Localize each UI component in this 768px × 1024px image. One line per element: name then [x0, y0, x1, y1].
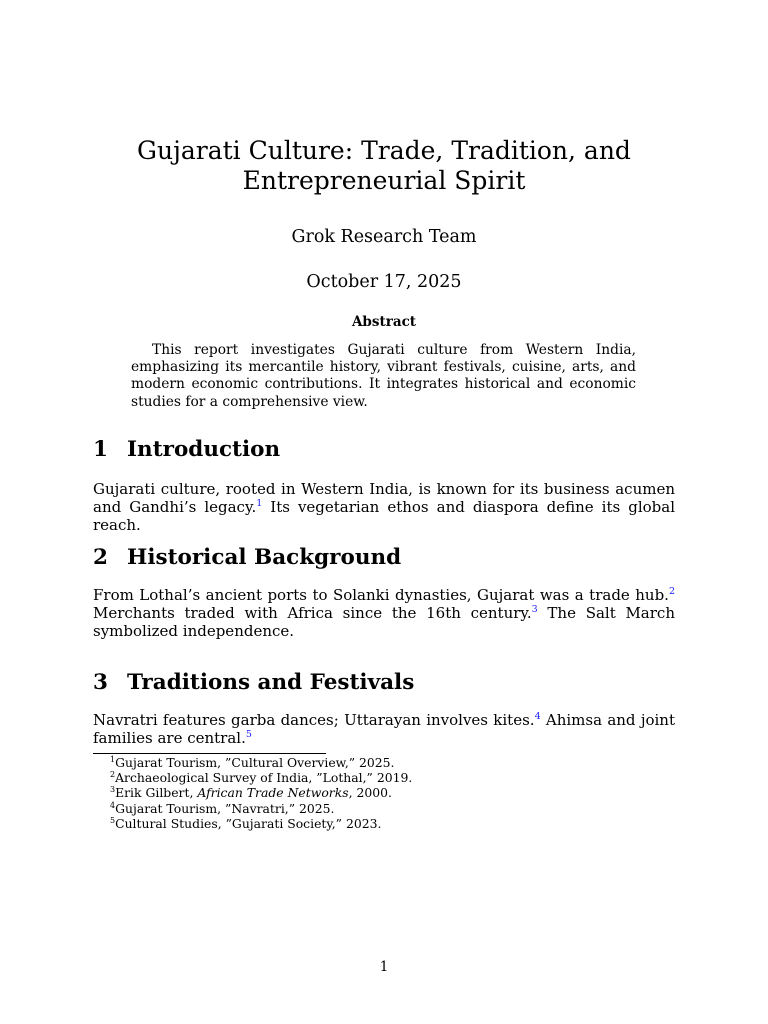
page-number: 1 [379, 959, 389, 975]
footnote-marker[interactable]: 1 [256, 497, 263, 509]
footnote-item [110, 816, 670, 831]
footnote-text: Archaeological Survey of India, ”Lothal,” 2019. [115, 770, 413, 786]
abstract-text: This report investigates Gujarati culture from Western India, emphasizing its mercantile history, vibrant festivals, cuisine, arts, and modern economic contributions. It integrates historical and economic studies for a comprehensive view. [131, 342, 636, 410]
paragraph-text: Merchants traded with Africa since the 16th century. [93, 603, 532, 622]
footnote-marker[interactable]: 3 [531, 603, 538, 615]
paragraph-text: Gujarati culture, rooted in Western India, is known for its business acumen and Gandhi’s legacy. [93, 480, 675, 516]
paragraph-text: Ahimsa and joint families are central. [93, 711, 675, 747]
footnote-number: 3 [110, 785, 116, 795]
footnote-list [110, 755, 670, 831]
footnote-text: Cultural Studies, ”Gujarati Society,” 2023. [115, 815, 382, 831]
footnote-item [110, 755, 670, 770]
footnote-number: 2 [110, 770, 116, 780]
footnote-number: 5 [110, 815, 116, 825]
footnote-book-title: African Trade Networks [197, 785, 349, 801]
section-heading-traditions-and-festivals [93, 670, 683, 696]
section-number: 2 [93, 545, 108, 570]
section-title: Historical Background [127, 545, 402, 570]
section-title: Introduction [127, 437, 281, 462]
footnote-number: 4 [110, 800, 116, 810]
footnote-text: , 2000. [348, 785, 392, 801]
date-line: October 17, 2025 [306, 272, 462, 292]
section-heading-introduction [93, 437, 683, 463]
section-number: 3 [93, 670, 108, 695]
section-paragraph-traditions-and-festivals [93, 712, 675, 748]
abstract-heading: Abstract [351, 314, 417, 330]
paragraph-text: Its vegetarian ethos and diaspora define its global reach. [93, 497, 675, 534]
section-heading-historical-background [93, 545, 683, 571]
footnote-marker[interactable]: 4 [534, 711, 541, 722]
paper-title: Gujarati Culture: Trade, Tradition, and Entrepreneurial Spirit [137, 136, 631, 195]
footnote-item [110, 770, 670, 785]
footnote-item [110, 801, 670, 816]
section-paragraph-introduction [93, 481, 675, 534]
footnote-text: Gujarat Tourism, ”Cultural Overview,” 2025. [115, 755, 395, 770]
footnote-number: 1 [110, 755, 116, 764]
footnote-text: Gujarat Tourism, ”Navratri,” 2025. [115, 800, 335, 816]
paragraph-text: Navratri features garba dances; Uttarayan involves kites. [93, 711, 535, 729]
footnote-marker[interactable]: 5 [245, 728, 252, 740]
footnote-text: Erik Gilbert, [115, 785, 198, 801]
section-number: 1 [93, 437, 108, 462]
paragraph-text: The Salt March symbolized independence. [93, 603, 675, 640]
section-title: Traditions and Festivals [127, 670, 415, 695]
section-paragraph-historical-background [93, 587, 675, 640]
author-line: Grok Research Team [291, 227, 477, 247]
footnote-marker[interactable]: 2 [668, 586, 675, 597]
paragraph-text: From Lothal’s ancient ports to Solanki dynasties, Gujarat was a trade hub. [93, 586, 669, 604]
footnote-item [110, 785, 670, 800]
footnote-separator [93, 753, 326, 754]
